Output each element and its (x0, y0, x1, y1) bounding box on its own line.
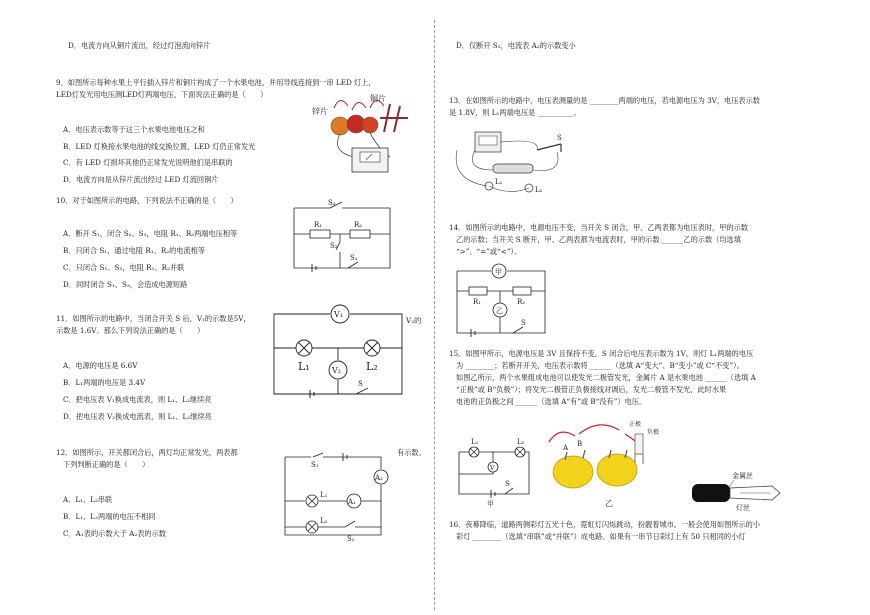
svg-text:L₂: L₂ (535, 186, 543, 194)
q14-line1: 14．如图所示的电路中，电源电压不变，当开关 S 闭合，甲、乙两表都为电压表时，甲的示数 (449, 223, 748, 232)
svg-text:V₂: V₂ (332, 366, 341, 375)
q11-option-d: D．把电压表 V₂换成电流表，则 L₁、L₂继续亮 (63, 412, 212, 421)
q12-option-c: C．A₁表的示数大于 A₂表的示数 (63, 529, 166, 538)
q11-stem-line1: 11．如图所示的电路中，当闭合开关 S 后，V₁的示数是5V， (56, 314, 251, 323)
q9-option-c: C．有 LED 灯损坏其他仍正常发光说明他们是串联的 (63, 158, 233, 167)
svg-text:V₁: V₁ (334, 310, 343, 319)
q15-line1: 15．如图甲所示，电源电压是 3V 且保持不变，S 闭合后电压表示数为 1V，则灯 L₁两端的电压 (449, 349, 754, 358)
svg-text:L₁: L₁ (320, 491, 328, 499)
q11-option-c: C．把电压表 V₁换成电流表，则 L₁、L₂继续亮 (63, 395, 212, 404)
q10-stem: 10．对于如图所示的电路，下列说法不正确的是（ ） (56, 196, 238, 205)
q10-option-c: C．只闭合 S₁、S₂，电阻 R₁、R₂并联 (63, 263, 185, 272)
q10-option-a: A．断开 S₁，闭合 S₂、S₃，电阻 R₁、R₂两端电压相等 (63, 229, 238, 238)
svg-text:L₂: L₂ (366, 360, 378, 373)
q15-line4: “正极”或 B“负极”）；将发光二极管正负极接线对调后，发光二极管不发光，此时水果 (456, 385, 727, 394)
q13-line1: 13．在如图所示的电路中，电压表测量的是 ________两端的电压，若电源电压为 3V，电压表示数 (449, 96, 760, 105)
q10-circuit-diagram (292, 196, 392, 272)
svg-text:乙: 乙 (496, 307, 503, 315)
q13-circuit-figure (453, 130, 573, 200)
q14-line3: “>”、“=”或“<”）。 (456, 247, 522, 256)
q15-figure-yi-lemons (539, 420, 669, 512)
q16-line1: 16．夜幕降临，道路两侧彩灯五光十色，霓虹灯闪烁跳动，扮靓着城市。一般会使用如图所示的小 (449, 520, 761, 529)
svg-text:A: A (563, 444, 569, 452)
svg-text:R₂: R₂ (517, 298, 526, 306)
q11-option-a: A．电源的电压是 6.6V (63, 361, 138, 370)
svg-text:L₂: L₂ (517, 438, 525, 446)
svg-text:S₁: S₁ (350, 254, 358, 262)
q15-line5: 电池的正负极之间 ______（选填 A“有”或 B“没有”）电压。 (456, 397, 647, 406)
svg-text:S₂: S₂ (347, 535, 355, 543)
svg-text:S: S (557, 134, 562, 142)
q13-line2: 是 1.8V，则 L₁两端电压是 __________。 (449, 108, 581, 117)
svg-text:A₁: A₁ (348, 498, 356, 506)
svg-text:乙: 乙 (605, 499, 613, 508)
q12-option-b: B．L₁、L₂两端的电压不相同 (63, 512, 156, 521)
svg-text:A₂: A₂ (375, 474, 383, 482)
svg-text:正极: 正极 (629, 421, 642, 428)
q15-line3: 如图乙所示，两个水果组成电池可以使发光二极管发光，金属片 A 是水果电池 ______（选填 A (456, 373, 756, 382)
svg-text:L₁: L₁ (471, 438, 479, 446)
q11-option-b: B．L₁两端的电压是 3.4V (63, 378, 146, 387)
q9-stem-line1: 9．如图所示每种水果上平行插入锌片和铜片构成了一个水果电池，并用导线连接到一串 LED 灯上， (56, 78, 376, 87)
q10-option-d: D．同时闭合 S₁、S₃，会造成电源短路 (63, 280, 188, 289)
q11-v2-tail: V₂的 (406, 316, 422, 325)
q14-circuit-diagram (455, 265, 547, 337)
svg-text:负极: 负极 (647, 429, 660, 436)
q11-stem-line2: 示数是 1.6V。那么下列说法正确的是（ ） (56, 326, 205, 335)
svg-text:B: B (577, 440, 583, 448)
q12-stem-line1: 12．如图所示，开关都闭合后，两灯均正常发光，两表都 (56, 448, 238, 457)
svg-text:L₁: L₁ (298, 360, 310, 373)
q15-figure-jia (457, 438, 531, 508)
q10-option-b: B．只闭合 S₁，通过电阻 R₁、R₂的电流相等 (63, 246, 206, 255)
svg-text:灯丝: 灯丝 (736, 504, 750, 512)
q8-option-d: D．电流方向从铜片流出，经过灯泡流向锌片 (68, 41, 211, 50)
svg-text:S₃: S₃ (328, 199, 336, 207)
q9-fruit-battery-figure (310, 88, 420, 180)
svg-text:R₂: R₂ (354, 221, 363, 229)
svg-text:甲: 甲 (495, 268, 502, 276)
svg-text:金属丝: 金属丝 (732, 472, 753, 480)
svg-text:S₁: S₁ (311, 461, 319, 469)
q12-stem-line2: 下列判断正确的是（ ） (63, 460, 150, 469)
q12-stem-tail: 有示数。 (397, 448, 426, 457)
svg-text:L₁: L₁ (495, 178, 503, 186)
q9-option-b: B．LED 灯换接水果电池的线交换位置，LED 灯仍正常发光 (63, 142, 256, 151)
q9-option-d: D．电流方向是从锌片流出经过 LED 灯流回铜片 (63, 175, 219, 184)
q16-small-lamp-figure (690, 470, 790, 512)
q9-option-a: A．电压表示数等于这三个水果电池电压之和 (63, 125, 205, 134)
svg-text:铜片: 铜片 (370, 94, 386, 103)
q12-option-a: A．L₁、L₂串联 (63, 495, 113, 504)
svg-text:S₂: S₂ (330, 242, 338, 250)
svg-text:S: S (521, 319, 526, 327)
svg-text:R₁: R₁ (314, 221, 323, 229)
q11-circuit-diagram (272, 304, 404, 400)
q16-line2: 彩灯 ________（选填“串联”或“并联”）成电路。如果有一串节日彩灯上有 50 只相同的小灯 (456, 532, 746, 541)
svg-text:L₂: L₂ (320, 517, 328, 525)
svg-text:V: V (490, 465, 495, 472)
svg-text:锌片: 锌片 (312, 107, 328, 116)
q9-stem-line2: LED灯发光用电压测LED灯两端电压，下面说法正确的是（ ） (56, 90, 268, 99)
svg-text:S: S (505, 480, 510, 488)
svg-text:甲: 甲 (487, 500, 494, 508)
q12-option-d: D．仅断开 S₂，电流表 A₂的示数变小 (456, 41, 576, 50)
q14-line2: 乙的示数；当开关 S 断开，甲、乙两表都为电流表时，甲的示数 ______乙的示数（均选填 (456, 235, 741, 244)
q15-line2: 为 ________；若断开开关，电压表示数将 ______（选填 A“变大”、B“变小”或 C“不变”）。 (456, 361, 744, 370)
svg-text:R₁: R₁ (473, 298, 482, 306)
svg-text:S: S (358, 380, 363, 388)
right-column (435, 0, 870, 615)
q12-circuit-diagram (283, 451, 383, 541)
